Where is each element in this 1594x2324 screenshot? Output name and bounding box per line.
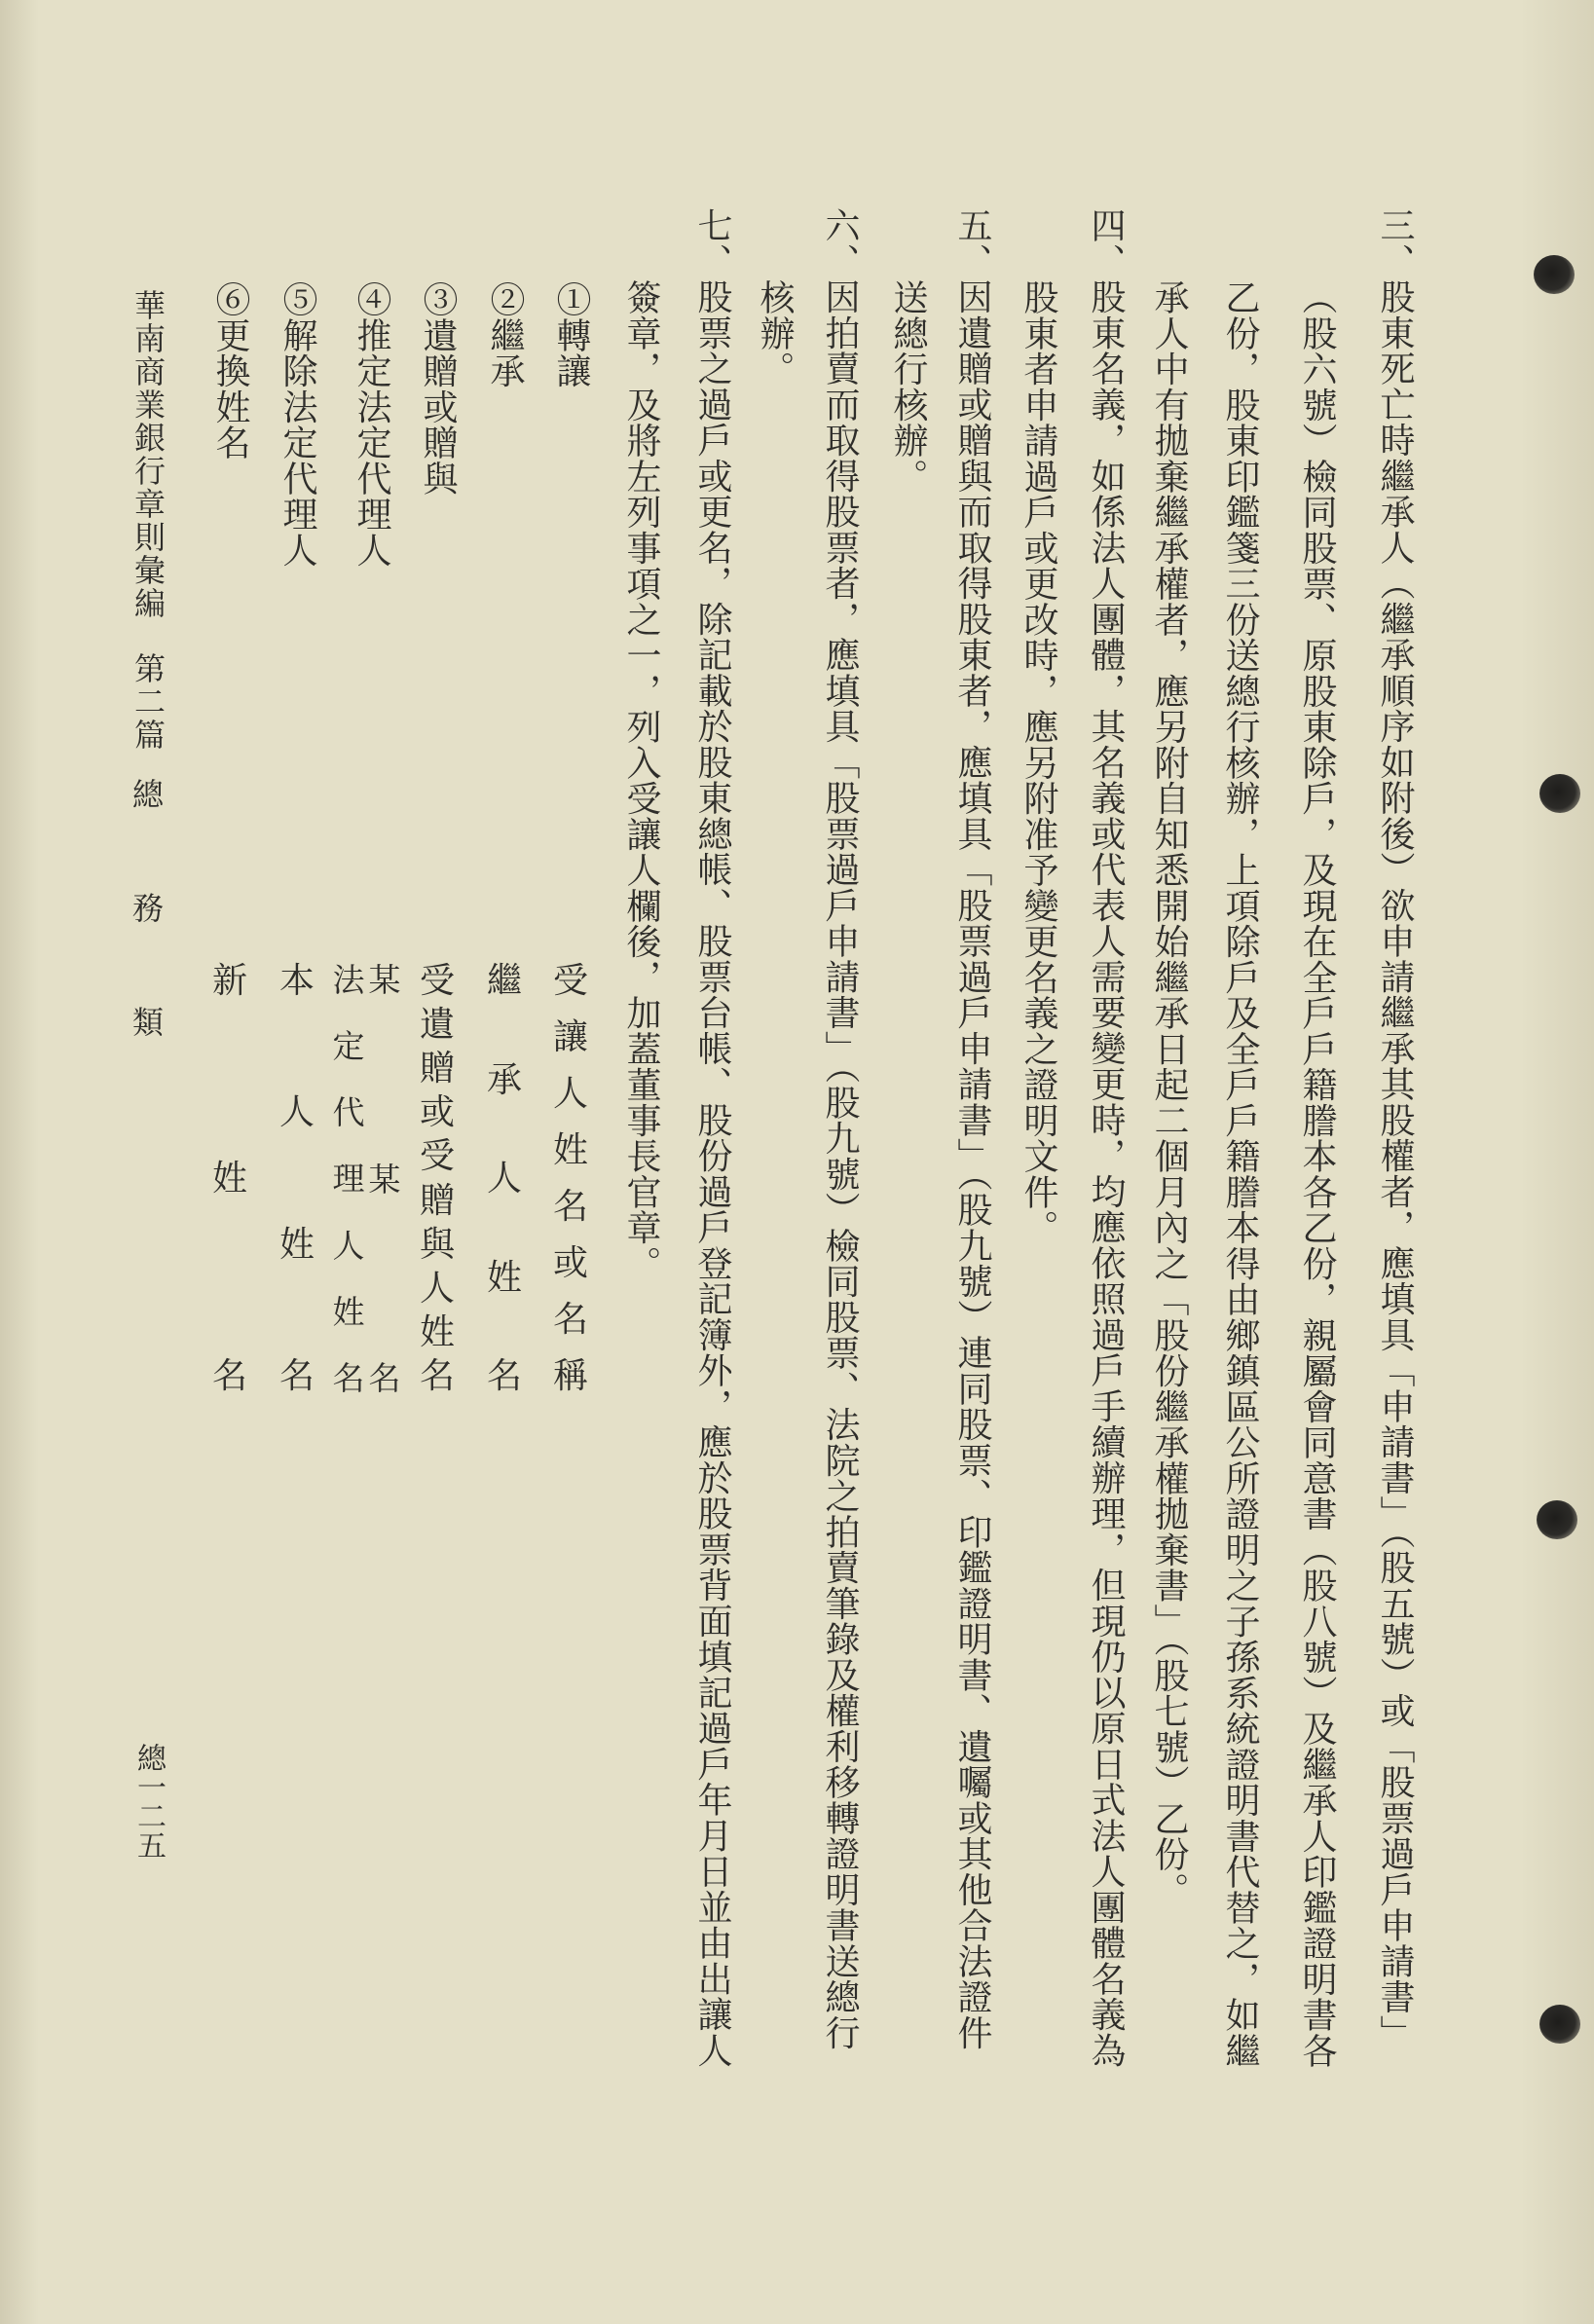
- paragraph-7-line-2: 簽章，及將左列事項之一，列入受讓人欄後，加蓋董事長官章。: [621, 279, 661, 1281]
- page-number: 總一二五: [131, 1743, 166, 1860]
- book-title: 華南商業銀行章則彙編: [130, 289, 167, 620]
- glyph: 姓: [419, 1311, 455, 1352]
- list-item-value: [549, 961, 592, 1396]
- glyph: 讓: [552, 1017, 588, 1057]
- part-label: 第二篇: [130, 652, 167, 752]
- glyph: 人: [278, 1092, 315, 1133]
- glyph: 名: [552, 1187, 588, 1227]
- glyph: 姓: [332, 1292, 365, 1331]
- glyph: 名: [368, 1359, 401, 1397]
- paragraph-4-line-2: 股東者申請過戶或更改時，應另附准予變更名義之證明文件。: [1019, 279, 1058, 1246]
- list-item-value-side: [367, 961, 402, 1397]
- glyph: 人: [332, 1226, 365, 1265]
- binding-hole: [1539, 774, 1580, 813]
- glyph: 姓: [278, 1224, 315, 1265]
- glyph: 代: [332, 1093, 365, 1132]
- glyph: 姓: [211, 1159, 247, 1199]
- list-item-value: [483, 961, 526, 1396]
- binding-hole: [1539, 2005, 1580, 2044]
- glyph: 或: [552, 1243, 588, 1283]
- glyph: 新: [211, 961, 247, 1001]
- glyph: 受: [419, 961, 455, 1001]
- list-item-label: ⑤解除法定代理人: [278, 281, 317, 568]
- paragraph-6-line-1: 六、因拍賣而取得股票者，應填具「股票過戶申請書」（股九號）檢同股票、法院之拍賣筆錄及權利移轉證明書送總行: [820, 207, 860, 2050]
- glyph: 遺: [419, 1005, 455, 1046]
- paragraph-3-line-2: （股六號）檢同股票、原股東除戶，及現在全戶戶籍謄本各乙份，親屬會同意書（股八號）及繼承人印鑑證明書各: [1297, 279, 1337, 2069]
- paragraph-6-line-2: 核辦。: [755, 279, 795, 387]
- glyph: 本: [278, 961, 315, 1001]
- glyph: 名: [419, 1355, 455, 1396]
- glyph: 名: [278, 1355, 315, 1396]
- list-item-label: ④推定法定代理人: [352, 281, 391, 568]
- glyph: 姓: [486, 1257, 522, 1298]
- list-item-value: [416, 961, 459, 1396]
- paragraph-5-line-1: 五、因遺贈或贈與而取得股東者，應填具「股票過戶申請書」（股九號）連同股票、印鑑證明書、遺囑或其他合法證件: [952, 207, 992, 2050]
- paragraph-3-line-4: 承人中有拋棄繼承權者，應另附自知悉開始繼承日起二個月內之「股份繼承權拋棄書」（股七號）乙份。: [1149, 279, 1189, 1908]
- glyph: 人: [552, 1074, 588, 1114]
- glyph: 姓: [552, 1130, 588, 1170]
- paragraph-3-line-3: 乙份，股東印鑑箋三份送總行核辦，上項除戶及全戶戶籍謄本得由鄉鎮區公所證明之子孫系統證明書代替之，如繼: [1220, 279, 1260, 2069]
- glyph: 法: [332, 961, 365, 999]
- glyph: 繼: [486, 961, 522, 1001]
- glyph: 人: [419, 1268, 455, 1309]
- glyph: 名: [486, 1356, 522, 1396]
- glyph: 名: [552, 1300, 588, 1340]
- list-item-value: [331, 961, 366, 1397]
- glyph: 受: [552, 961, 588, 1001]
- category-label: [129, 776, 167, 1041]
- glyph: 總: [131, 776, 164, 813]
- glyph: 稱: [552, 1356, 588, 1396]
- glyph: 名: [332, 1358, 365, 1397]
- paragraph-7-line-1: 七、股票之過戶或更名，除記載於股東總帳、股票台帳、股份過戶登記簿外，應於股票背面填記過戶年月日並由出讓人: [692, 207, 732, 2068]
- glyph: 人: [486, 1159, 522, 1199]
- glyph: 理: [332, 1160, 365, 1199]
- glyph: 某: [368, 961, 401, 999]
- glyph: 名: [211, 1356, 247, 1396]
- binding-hole: [1537, 1500, 1577, 1539]
- list-item-label: ⑥更換姓名: [210, 281, 250, 461]
- glyph: 某: [368, 1160, 401, 1199]
- list-item-label: ③遺贈或贈與: [418, 281, 458, 497]
- paragraph-5-line-2: 送總行核辦。: [888, 279, 928, 495]
- list-item-label: ②繼承: [485, 281, 525, 389]
- binding-hole: [1534, 255, 1575, 294]
- list-item-label: ①轉讓: [551, 281, 591, 389]
- paragraph-4-line-1: 四、股東名義，如係法人團體，其名義或代表人需要變更時，均應依照過戶手續辦理，但現仍以原日式法人團體名義為: [1086, 207, 1126, 2068]
- glyph: 務: [131, 890, 164, 927]
- glyph: 贈: [419, 1049, 455, 1089]
- glyph: 類: [131, 1004, 164, 1041]
- glyph: 與: [419, 1224, 455, 1265]
- glyph: 贈: [419, 1180, 455, 1221]
- list-item-value: [276, 961, 318, 1396]
- paragraph-3-line-1: 三、股東死亡時繼承人（繼承順序如附後）欲申請繼承其股權者，應填具「申請書」（股五號）或「股票過戶申請書」: [1375, 207, 1415, 2050]
- glyph: 受: [419, 1136, 455, 1177]
- glyph: 承: [486, 1059, 522, 1100]
- glyph: 定: [332, 1027, 365, 1066]
- glyph: 或: [419, 1092, 455, 1133]
- list-item-value: [208, 961, 251, 1396]
